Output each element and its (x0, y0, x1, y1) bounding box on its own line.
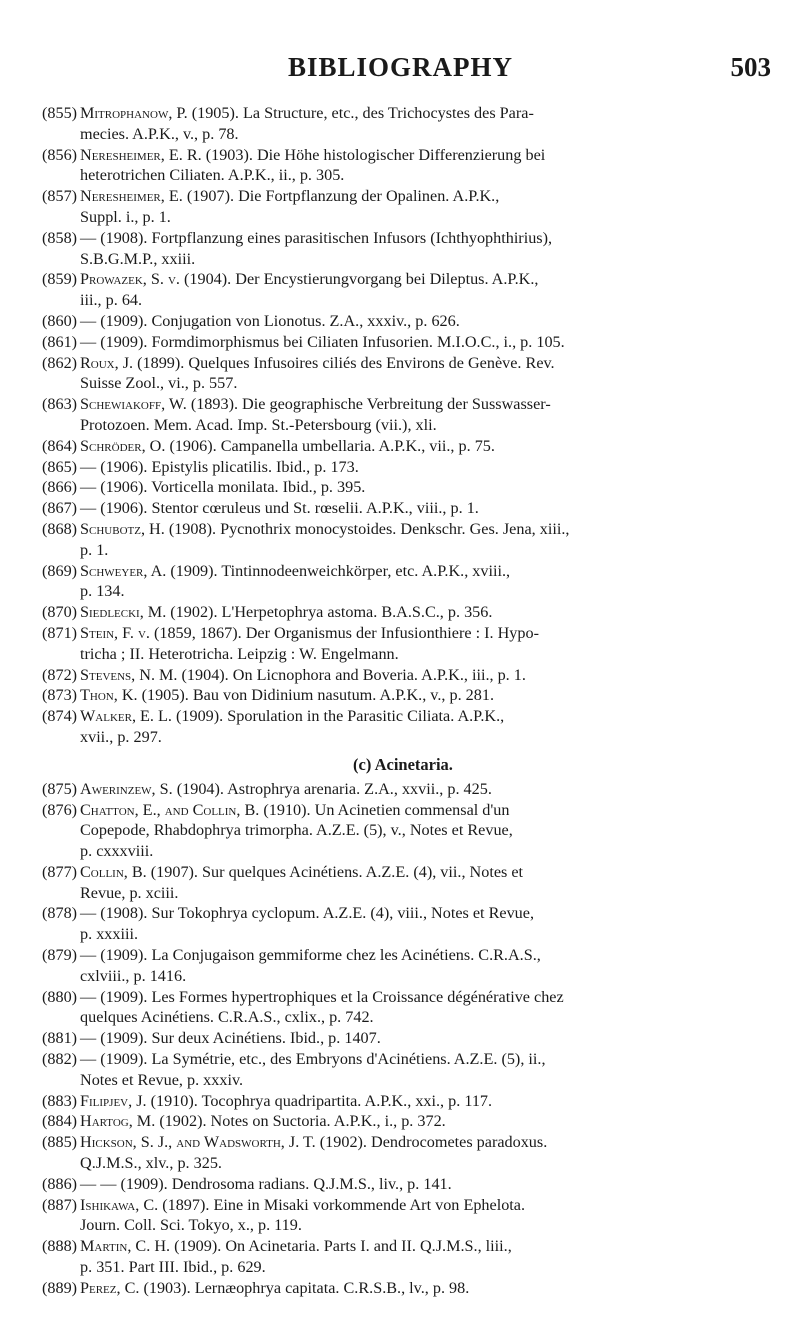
entry-text: (1899). Quelques Infusoires ciliés des Environs de Genève. Rev. (137, 353, 555, 372)
entry-author: Hartog, M. (80, 1112, 156, 1131)
entry-text-continued: tricha ; II. Heterotricha. Leipzig : W. Engelmann. (80, 644, 399, 663)
bibliography-entry (42, 561, 764, 603)
bibliography-entry (42, 1195, 764, 1237)
bibliography-entry (42, 1111, 764, 1132)
entry-author: Walker, E. L. (80, 707, 172, 726)
entry-text: (1903). Lernæophrya capitata. C.R.S.B., lv., p. 98. (143, 1278, 470, 1297)
entry-text-continued: Notes et Revue, p. xxxiv. (80, 1070, 244, 1089)
bibliography-entry (42, 103, 764, 145)
entry-text: (1902). L'Herpetophrya astoma. B.A.S.C., p. 356. (170, 603, 493, 622)
entry-text-continued: S.B.G.M.P., xxiii. (80, 249, 196, 268)
entry-text: (1902). Dendrocometes paradoxus. (319, 1133, 548, 1152)
entry-number: (865) (42, 457, 78, 476)
entry-author: Martin, C. H. (80, 1237, 171, 1256)
entry-number: (872) (42, 665, 78, 684)
entry-author: Stevens, N. M. (80, 665, 178, 684)
entry-number: (863) (42, 395, 78, 414)
entry-text: (1909). Sporulation in the Parasitic Ciliata. A.P.K., (176, 707, 505, 726)
entry-text: (1907). Die Fortpflanzung der Opalinen. A.P.K., (186, 187, 500, 206)
entry-text: (1907). Sur quelques Acinétiens. A.Z.E. (4), vii., Notes et (150, 862, 524, 881)
bibliography-entry (42, 706, 764, 748)
bibliography-entry (42, 519, 764, 561)
entry-number: (882) (42, 1050, 78, 1069)
entry-text: — (1909). Conjugation von Lionotus. Z.A., xxxiv., p. 626. (80, 311, 460, 330)
bibliography-entry (42, 665, 764, 686)
entry-text: — (1908). Fortpflanzung eines parasitischen Infusors (Ichthyophthirius), (80, 228, 553, 247)
bibliography-entry (42, 1278, 764, 1299)
entry-number: (881) (42, 1029, 78, 1048)
entry-text: — (1909). La Symétrie, etc., des Embryons d'Acinétiens. A.Z.E. (5), ii., (80, 1050, 546, 1069)
entry-number: (864) (42, 436, 78, 455)
entry-number: (878) (42, 904, 78, 923)
entry-number: (861) (42, 332, 78, 351)
bibliography-entry (42, 436, 764, 457)
bibliography-entry (42, 457, 764, 478)
bibliography-entry (42, 862, 764, 904)
entry-number: (886) (42, 1174, 78, 1193)
entry-text: (1897). Eine in Misaki vorkommende Art von Ephelota. (162, 1195, 526, 1214)
entry-number: (868) (42, 519, 78, 538)
entry-text: — — (1909). Dendrosoma radians. Q.J.M.S., liv., p. 141. (80, 1174, 452, 1193)
entry-number: (860) (42, 311, 78, 330)
bibliography-entry (42, 987, 764, 1029)
entry-text-continued: p. cxxxviii. (80, 842, 154, 861)
entry-text: — (1906). Epistylis plicatilis. Ibid., p. 173. (80, 457, 359, 476)
entry-text: — (1909). Formdimorphismus bei Ciliaten Infusorien. M.I.O.C., i., p. 105. (80, 332, 565, 351)
bibliography-entry (42, 1049, 764, 1091)
entry-author: Stein, F. v. (80, 623, 150, 642)
bibliography-entry (42, 1174, 764, 1195)
bibliography-entry (42, 1028, 764, 1049)
entry-text: (1902). Notes on Suctoria. A.P.K., i., p. 372. (159, 1112, 446, 1131)
bibliography-entry (42, 1091, 764, 1112)
entry-author: Filipjev, J. (80, 1091, 147, 1110)
bibliography-entry (42, 311, 764, 332)
entry-text: — (1906). Vorticella monilata. Ibid., p. 395. (80, 478, 366, 497)
bibliography-entry (42, 269, 764, 311)
entry-text-continued: mecies. A.P.K., v., p. 78. (80, 124, 239, 143)
entry-number: (885) (42, 1133, 78, 1152)
page-header (0, 52, 801, 92)
entry-number: (869) (42, 561, 78, 580)
entry-author: Awerinzew, S. (80, 779, 173, 798)
entry-text-continued: Revue, p. xciii. (80, 883, 179, 902)
entry-number: (879) (42, 946, 78, 965)
bibliography-entry (42, 186, 764, 228)
entry-text-continued: p. 1. (80, 540, 109, 559)
entry-number: (856) (42, 145, 78, 164)
entry-author: Collin, B. (80, 862, 147, 881)
entry-text: — (1908). Sur Tokophrya cyclopum. A.Z.E. (4), viii., Notes et Revue, (80, 904, 534, 923)
entry-text-continued: quelques Acinétiens. C.R.A.S., cxlix., p. 742. (80, 1008, 374, 1027)
entry-number: (862) (42, 353, 78, 372)
running-title: BIBLIOGRAPHY (287, 52, 514, 82)
bibliography-entry (42, 1132, 764, 1174)
entry-text: (1909). Tintinnodeenweichkörper, etc. A.P.K., xviii., (170, 561, 511, 580)
entry-number: (883) (42, 1091, 78, 1110)
entry-number: (866) (42, 478, 78, 497)
entry-author: Schweyer, A. (80, 561, 167, 580)
bibliography-entry (42, 945, 764, 987)
entry-number: (887) (42, 1195, 78, 1214)
entry-author: Siedlecki, M. (80, 603, 167, 622)
entry-author: Roux, J. (80, 353, 134, 372)
entry-number: (857) (42, 187, 78, 206)
section-heading: (c) Acinetaria. (353, 754, 453, 774)
bibliography-entry (42, 1236, 764, 1278)
entry-text-continued: p. 134. (80, 582, 125, 601)
bibliography-entry (42, 779, 764, 800)
entry-text-continued: Journ. Coll. Sci. Tokyo, x., p. 119. (80, 1216, 302, 1235)
entry-text: (1893). Die geographische Verbreitung der Susswasser- (190, 395, 551, 414)
entry-text: — (1909). La Conjugaison gemmiforme chez les Acinétiens. C.R.A.S., (80, 946, 541, 965)
entry-number: (871) (42, 623, 78, 642)
entry-author: Mitrophanow, P. (80, 104, 188, 122)
entry-text-continued: Suisse Zool., vi., p. 557. (80, 374, 238, 393)
bibliography-entry (42, 228, 764, 270)
entry-text-continued: heterotrichen Ciliaten. A.P.K., ii., p. 305. (80, 166, 345, 185)
bibliography-entry (42, 685, 764, 706)
entry-number: (859) (42, 270, 78, 289)
entry-text-continued: iii., p. 64. (80, 291, 143, 310)
bibliography-entry (42, 498, 764, 519)
bibliography-entry (42, 903, 764, 945)
bibliography-entry (42, 623, 764, 665)
entry-text: (1904). On Licnophora and Boveria. A.P.K., iii., p. 1. (181, 665, 526, 684)
entry-text-continued: cxlviii., p. 1416. (80, 966, 187, 985)
entry-number: (855) (42, 104, 78, 122)
entry-number: (888) (42, 1237, 78, 1256)
entry-text: — (1909). Sur deux Acinétiens. Ibid., p. 1407. (80, 1029, 381, 1048)
entry-text-continued: Suppl. i., p. 1. (80, 207, 171, 226)
bibliography-entry (42, 145, 764, 187)
entry-author: Neresheimer, E. R. (80, 145, 202, 164)
entry-text: (1903). Die Höhe histologischer Differenzierung bei (205, 145, 546, 164)
bibliography-entry (42, 353, 764, 395)
entry-text-continued: Q.J.M.S., xlv., p. 325. (80, 1154, 222, 1173)
entry-author: Neresheimer, E. (80, 187, 183, 206)
entry-number: (874) (42, 707, 78, 726)
bibliography-list (42, 103, 764, 1299)
entry-text: (1910). Tocophrya quadripartita. A.P.K., xxi., p. 117. (150, 1091, 493, 1110)
bibliography-entry (42, 800, 764, 862)
entry-text-continued: p. 351. Part III. Ibid., p. 629. (80, 1258, 266, 1277)
entry-author: Thon, K. (80, 686, 138, 705)
entry-text: — (1909). Les Formes hypertrophiques et la Croissance dégénérative chez (80, 987, 564, 1006)
entry-text: (1909). On Acinetaria. Parts I. and II. Q.J.M.S., liii., (174, 1237, 512, 1256)
entry-author: Schröder, O. (80, 436, 166, 455)
entry-text-continued: Copepode, Rhabdophrya trimorpha. A.Z.E. (5), v., Notes et Revue, (80, 821, 513, 840)
entry-number: (873) (42, 686, 78, 705)
entry-author: Schewiakoff, W. (80, 395, 187, 414)
entry-author: Prowazek, S. v. (80, 270, 180, 289)
entry-text: (1905). Bau von Didinium nasutum. A.P.K., v., p. 281. (141, 686, 494, 705)
entry-text-continued: p. xxxiii. (80, 925, 139, 944)
page-number: 503 (730, 52, 771, 82)
bibliography-entry (42, 602, 764, 623)
bibliography-entry (42, 477, 764, 498)
entry-number: (884) (42, 1112, 78, 1131)
entry-number: (858) (42, 228, 78, 247)
entry-text: (1904). Astrophrya arenaria. Z.A., xxvii., p. 425. (176, 779, 492, 798)
entry-number: (889) (42, 1278, 78, 1297)
entry-number: (867) (42, 499, 78, 518)
entry-text: (1859, 1867). Der Organismus der Infusionthiere : I. Hypo- (153, 623, 539, 642)
entry-author: Perez, C. (80, 1278, 140, 1297)
entry-author: Schubotz, H. (80, 519, 165, 538)
entry-text: (1905). La Structure, etc., des Trichocystes des Para- (191, 104, 534, 122)
entry-text-continued: xvii., p. 297. (80, 727, 162, 746)
entry-text: (1906). Campanella umbellaria. A.P.K., vii., p. 75. (169, 436, 495, 455)
entry-author: Chatton, E., and Collin, B. (80, 800, 260, 819)
entry-author: Ishikawa, C. (80, 1195, 159, 1214)
entry-number: (877) (42, 862, 78, 881)
entry-text: (1908). Pycnothrix monocystoides. Denkschr. Ges. Jena, xiii., (168, 519, 570, 538)
bibliography-entry (42, 332, 764, 353)
entry-text: (1910). Un Acinetien commensal d'un (263, 800, 510, 819)
entry-text: (1904). Der Encystierungvorgang bei Dileptus. A.P.K., (184, 270, 539, 289)
bibliography-entry (42, 394, 764, 436)
entry-author: Hickson, S. J., and Wadsworth, J. T. (80, 1133, 316, 1152)
entry-number: (870) (42, 603, 78, 622)
entry-number: (876) (42, 800, 78, 819)
entry-number: (880) (42, 987, 78, 1006)
entry-text-continued: Protozoen. Mem. Acad. Imp. St.-Petersbourg (vii.), xli. (80, 415, 437, 434)
entry-number: (875) (42, 779, 78, 798)
entry-text: — (1906). Stentor cœruleus und St. rœselii. A.P.K., viii., p. 1. (80, 499, 479, 518)
